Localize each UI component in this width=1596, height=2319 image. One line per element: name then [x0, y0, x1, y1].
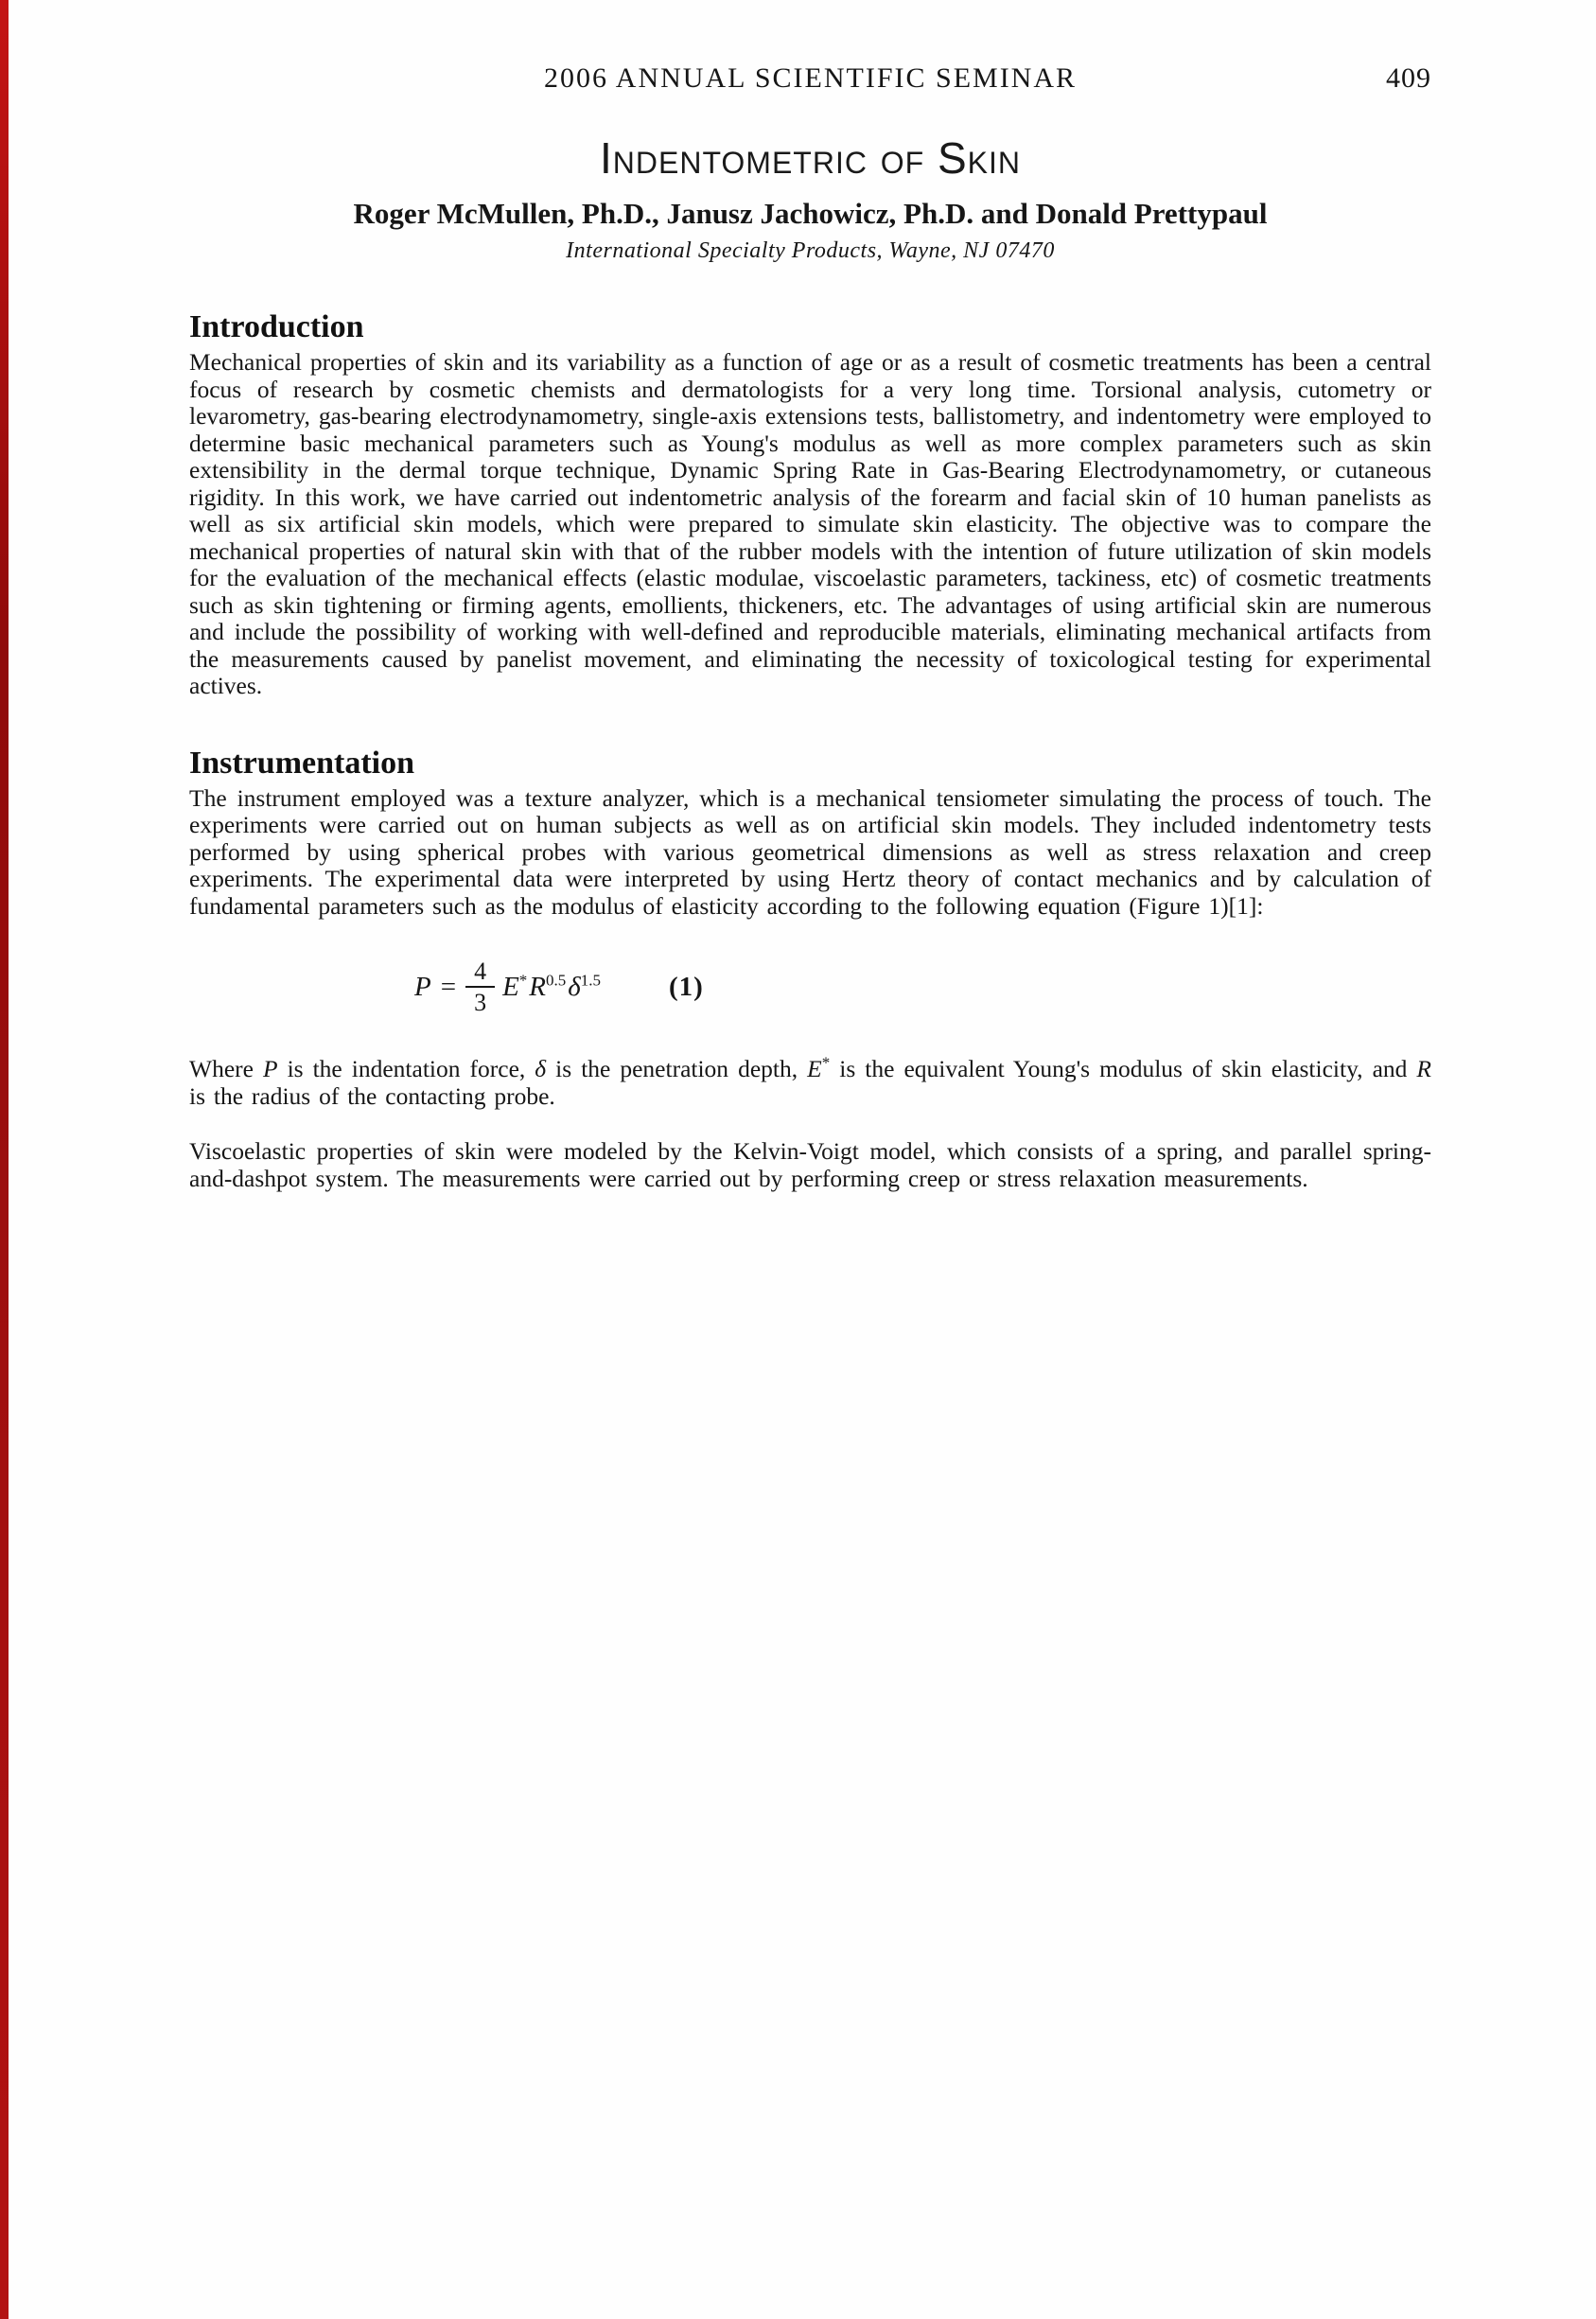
page-number: 409: [1386, 62, 1431, 94]
instrumentation-paragraph: The instrument employed was a texture analyzer, which is a mechanical tensiometer simulating the process of touch. The experiments were carried out on human subjects as well as on artificial skin models. They included indentometry tests performed by using spherical probes with various geometrical dimensions as well as stress relaxation and creep experiments. The experimental data were interpreted by using Hertz theory of contact mechanics and by calculation of fundamental parameters such as the modulus of elasticity according to the following equation (Figure 1)[1]:: [189, 783, 1431, 920]
authors-line: Roger McMullen, Ph.D., Janusz Jachowicz, Ph.D. and Donald Prettypaul: [353, 197, 1268, 230]
closing-paragraph: Viscoelastic properties of skin were modeled by the Kelvin-Voigt model, which consists of a spring, and parallel spring-and-dashpot system. The measurements were carried out by performing creep or stress relaxation measurements.: [189, 1137, 1431, 1192]
section-heading-instrumentation: Instrumentation: [189, 745, 415, 781]
inline-variable-P: P: [262, 1055, 278, 1083]
inline-superscript-star: *: [821, 1053, 831, 1072]
where-text-1: Where: [189, 1055, 263, 1083]
variable-E: E: [502, 971, 519, 1002]
introduction-paragraph: Mechanical properties of skin and its variability as a function of age or as a result of cosmetic treatments has been a central focus of research by cosmetic chemists and dermatologists for a very long time. Torsional analysis, cutometry or levarometry, gas-bearing electrodynamometry, single-axis extensions tests, ballistometry, and indentometry were employed to determine basic mechanical parameters such as Young's modulus as well as more complex parameters such as skin extensibility in the dermal torque technique, Dynamic Spring Rate in Gas-Bearing Electrodynamometry, or cutaneous rigidity. In this work, we have carried out indentometric analysis of the forearm and facial skin of 10 human panelists as well as six artificial skin models, which were prepared to simulate skin elasticity. The objective was to compare the mechanical properties of natural skin with that of the rubber models with the intention of future utilization of skin models for the evaluation of the mechanical effects (elastic modulae, viscoelastic parameters, tackiness, etc) of cosmetic treatments such as skin tightening or firming agents, emollients, thickeners, etc. The advantages of using artificial skin are numerous and include the possibility of working with well-defined and reproducible materials, eliminating mechanical artifacts from the measurements caused by panelist movement, and eliminating the necessity of toxicological testing for experimental actives.: [189, 348, 1431, 699]
equation-fraction: [465, 957, 495, 1016]
inline-variable-delta: δ: [535, 1055, 547, 1083]
equation-term-R: [529, 972, 566, 1003]
running-header: [189, 62, 1431, 102]
variable-R: R: [529, 971, 547, 1002]
fraction-numerator: 4: [465, 957, 495, 988]
running-head-text: 2006 ANNUAL SCIENTIFIC SEMINAR: [543, 62, 1078, 94]
where-paragraph: [189, 1053, 1431, 1110]
where-text-4: is the equivalent Young's modulus of skin elasticity, and: [830, 1055, 1417, 1083]
variable-delta: δ: [568, 971, 581, 1002]
equation-equals-sign: =: [440, 971, 457, 1002]
inline-variable-E: E: [807, 1055, 822, 1083]
equation-term-E: [502, 972, 527, 1003]
where-text-2: is the indentation force,: [277, 1055, 535, 1083]
equation-1: [414, 957, 1431, 1016]
equation-number: (1): [669, 971, 704, 1002]
affiliation-line: International Specialty Products, Wayne, NJ 07470: [566, 238, 1055, 263]
fraction-denominator: 3: [474, 989, 487, 1017]
where-text-5: is the radius of the contacting probe.: [189, 1081, 555, 1110]
inline-variable-R: R: [1416, 1055, 1431, 1083]
equation-lhs-P: P: [414, 971, 431, 1002]
superscript-0-5: 0.5: [546, 970, 567, 989]
page-content: [189, 62, 1431, 1192]
section-heading-introduction: Introduction: [189, 309, 364, 344]
scan-binding-edge: [0, 0, 9, 2319]
superscript-1-5: 1.5: [580, 970, 601, 989]
where-text-3: is the penetration depth,: [546, 1055, 808, 1083]
superscript-star: *: [518, 970, 528, 989]
equation-term-delta: [568, 972, 601, 1003]
paper-title: Indentometric of Skin: [600, 133, 1021, 183]
